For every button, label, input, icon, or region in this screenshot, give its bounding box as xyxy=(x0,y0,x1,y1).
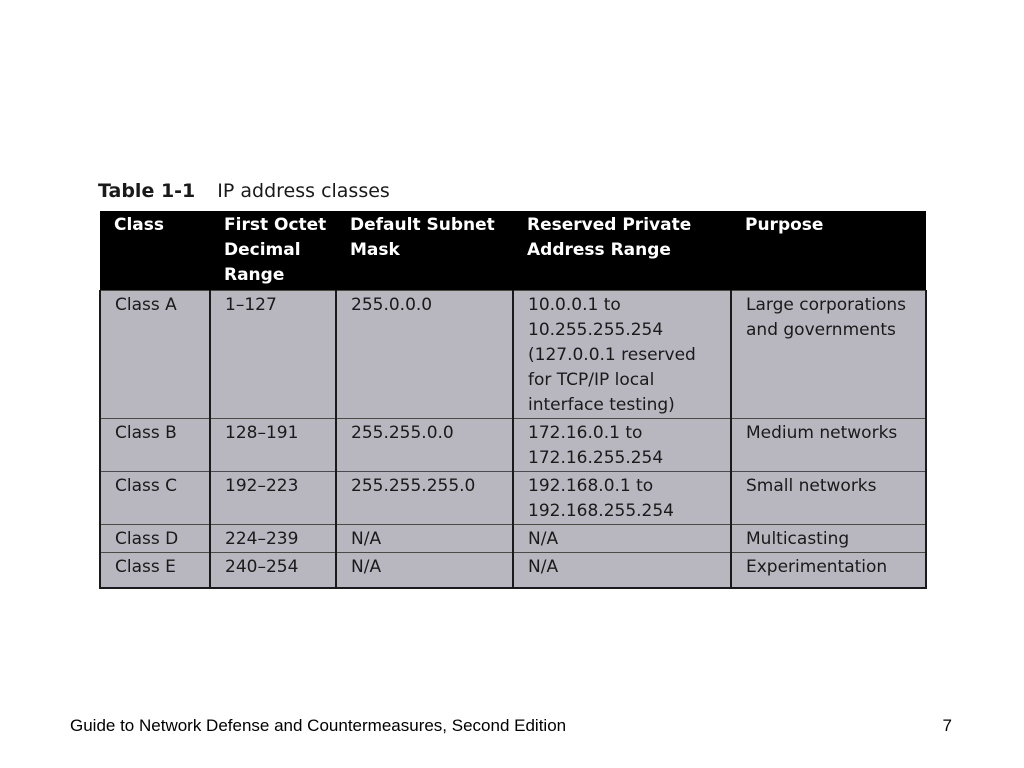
cell-class: Class D xyxy=(100,525,210,553)
header-reserved-private-range: Reserved Private Address Range xyxy=(513,211,731,291)
table-caption-title: IP address classes xyxy=(217,180,390,202)
cell-first-octet-range: 224–239 xyxy=(210,525,336,553)
table-caption-number: Table 1-1 xyxy=(98,180,196,202)
cell-subnet-mask: 255.255.255.0 xyxy=(336,472,513,525)
cell-subnet-mask: 255.255.0.0 xyxy=(336,419,513,472)
header-first-octet-range: First Octet Decimal Range xyxy=(210,211,336,291)
cell-private-range: 172.16.0.1 to 172.16.255.254 xyxy=(513,419,731,472)
cell-first-octet-range: 240–254 xyxy=(210,553,336,589)
cell-purpose: Large corporations and governments xyxy=(731,291,926,419)
cell-class: Class C xyxy=(100,472,210,525)
cell-class: Class B xyxy=(100,419,210,472)
header-default-subnet-mask: Default Subnet Mask xyxy=(336,211,513,291)
table-row-class-e xyxy=(100,553,926,589)
cell-first-octet-range: 128–191 xyxy=(210,419,336,472)
cell-first-octet-range: 192–223 xyxy=(210,472,336,525)
header-purpose: Purpose xyxy=(731,211,926,291)
header-class: Class xyxy=(100,211,210,291)
cell-purpose: Small networks xyxy=(731,472,926,525)
table-row-class-c xyxy=(100,472,926,525)
cell-purpose: Experimentation xyxy=(731,553,926,589)
cell-purpose: Medium networks xyxy=(731,419,926,472)
cell-subnet-mask: N/A xyxy=(336,553,513,589)
cell-subnet-mask: N/A xyxy=(336,525,513,553)
cell-subnet-mask: 255.0.0.0 xyxy=(336,291,513,419)
table-row-class-d xyxy=(100,525,926,553)
cell-private-range: 10.0.0.1 to 10.255.255.254 (127.0.0.1 reserved for TCP/IP local interface testing) xyxy=(513,291,731,419)
cell-purpose: Multicasting xyxy=(731,525,926,553)
cell-private-range: N/A xyxy=(513,553,731,589)
page-number: 7 xyxy=(942,716,952,735)
cell-class: Class A xyxy=(100,291,210,419)
ip-address-classes-table xyxy=(99,211,927,589)
footer-book-title: Guide to Network Defense and Countermeasures, Second Edition xyxy=(70,716,567,735)
table-caption xyxy=(98,180,390,202)
table-header-row xyxy=(100,211,926,291)
cell-private-range: 192.168.0.1 to 192.168.255.254 xyxy=(513,472,731,525)
cell-first-octet-range: 1–127 xyxy=(210,291,336,419)
cell-private-range: N/A xyxy=(513,525,731,553)
table-row-class-b xyxy=(100,419,926,472)
cell-class: Class E xyxy=(100,553,210,589)
table-row-class-a xyxy=(100,291,926,419)
